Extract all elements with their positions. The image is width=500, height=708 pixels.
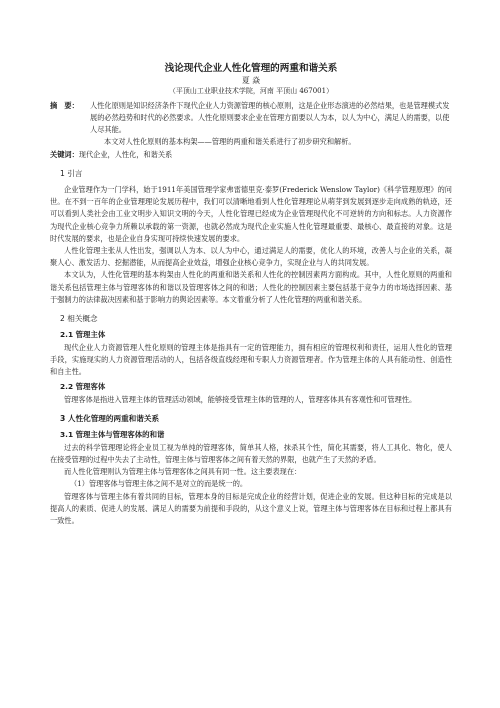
keywords-text: 现代企业，人性化，和谐关系 [78,150,173,159]
abstract-text: 人性化原则是知识经济条件下现代企业人力资源管理的核心原则，这是企业形态演进的必然结果，也是管理模式发展的必然趋势和时代的必然要求。人性化原则要求企业在管理方面要以人为本，以人为中心，满足人的需要，以使人尽其能。 [90,101,450,134]
author-affiliation: （平顶山工业职业技术学院，河南 平顶山 467001） [168,87,334,95]
paragraph: 人性化管理主张从人性出发，强调以人为本、以人为中心，通过满足人的需要，优化人的环境，改善人与企业的关系，凝聚人心、激发活力、挖掘潜能，从而提高企业效益，增强企业核心竞争力，实现企业与人的共同发展。 [50,246,452,268]
subsection-2-1-heading: 2.1 管理主体 [60,330,106,340]
section-3-heading: 3 人性化管理的两重和谐关系 [60,413,160,423]
paper-title: 浅论现代企业人性化管理的两重和谐关系 [164,63,338,74]
keywords-label: 关键词： [50,150,79,159]
paragraph: 管理客体是指进入管理主体的管理活动领域，能够接受管理主体的管理的人，管理客体具有客观性和可管理性。 [64,394,417,404]
abstract-body [90,100,452,148]
section-1-heading: 1 引言 [60,169,83,178]
list-item: （1）管理客体与管理主体之间不是对立的而是统一的。 [70,479,248,489]
paragraph: 而人性化管理则认为管理主体与管理客体之间具有同一性。这主要表现在： [64,467,302,477]
subsection-3-1-heading: 3.1 管理主体与管理客体的和谐 [60,429,165,439]
paragraph: 本文认为，人性化管理的基本构架由人性化的两重和谐关系和人性化的控制因素两方面构成。其中，人性化原则的两重和谐关系包括管理主体与管理客体的和谐以及管理客体之间的和谐；人性化的控制因素主要包括基于竞争力的市场选择因素、基于强制力的法律裁决因素和基于影响力的舆论因素等。本文着重分析了人性化管理的两重和谐关系。 [50,270,452,304]
author-name: 夏 焱 [241,76,261,85]
paragraph: 过去的科学管理理论将企业员工视为单纯的管理客体，简单其人格，抹杀其个性，简化其需要，将人工具化、物化，使人在接受管理的过程中失去了主动性，管理主体与管理客体之间有着天然的界限，也就产生了天然的矛盾。 [50,442,452,465]
abstract [50,100,452,148]
section-2-heading: 2 相关概念 [60,314,98,324]
paragraph: 企业管理作为一门学科，始于1911年美国管理学家弗雷德里克·泰罗(Frederick Wenslow Taylor)《科学管理原理》的问世。在不到一百年的企业管理理论发展历程中，我们可以清晰地看到人性化管理理论从萌芽到发展到逐步走向成熟的轨迹，还可以看到人类社会由工业文明步入知识文明的今天，人性化管理已经成为企业管理现代化不可逆转的方向和标志。人力资源作为现代企业核心竞争力所赖以承载的第一资源，也就必然成为现代企业实施人性化管理最重要、最核心、最直接的对象。这是时代发展的要求，也是企业自身实现可持续快速发展的要求。 [50,185,452,243]
paragraph: 管理客体与管理主体有着共同的目标，管理本身的目标是完成企业的经营计划，促进企业的发展。但这种目标的完成是以提高人的素质、促进人的发展、满足人的需要为前提和手段的，从这个意义上说，管理主体与管理客体在目标和过程上都具有一致性。 [50,491,452,526]
keywords [50,149,452,161]
paragraph: 现代企业人力资源管理人性化原则的管理主体是指具有一定的管理能力，拥有相应的管理权利和责任，运用人性化的管理手段，实施现实的人力资源管理活动的人，包括各级直线经理和专职人力资源管理者。作为管理主体的人具有能动性、创造性和自主性。 [50,343,452,377]
subsection-2-2-heading: 2.2 管理客体 [60,381,106,391]
abstract-label: 摘 要： [50,101,79,110]
abstract-text-2: 本文对人性化原则的基本构架——管理的两重和谐关系进行了初步研究和解析。 [104,137,356,146]
